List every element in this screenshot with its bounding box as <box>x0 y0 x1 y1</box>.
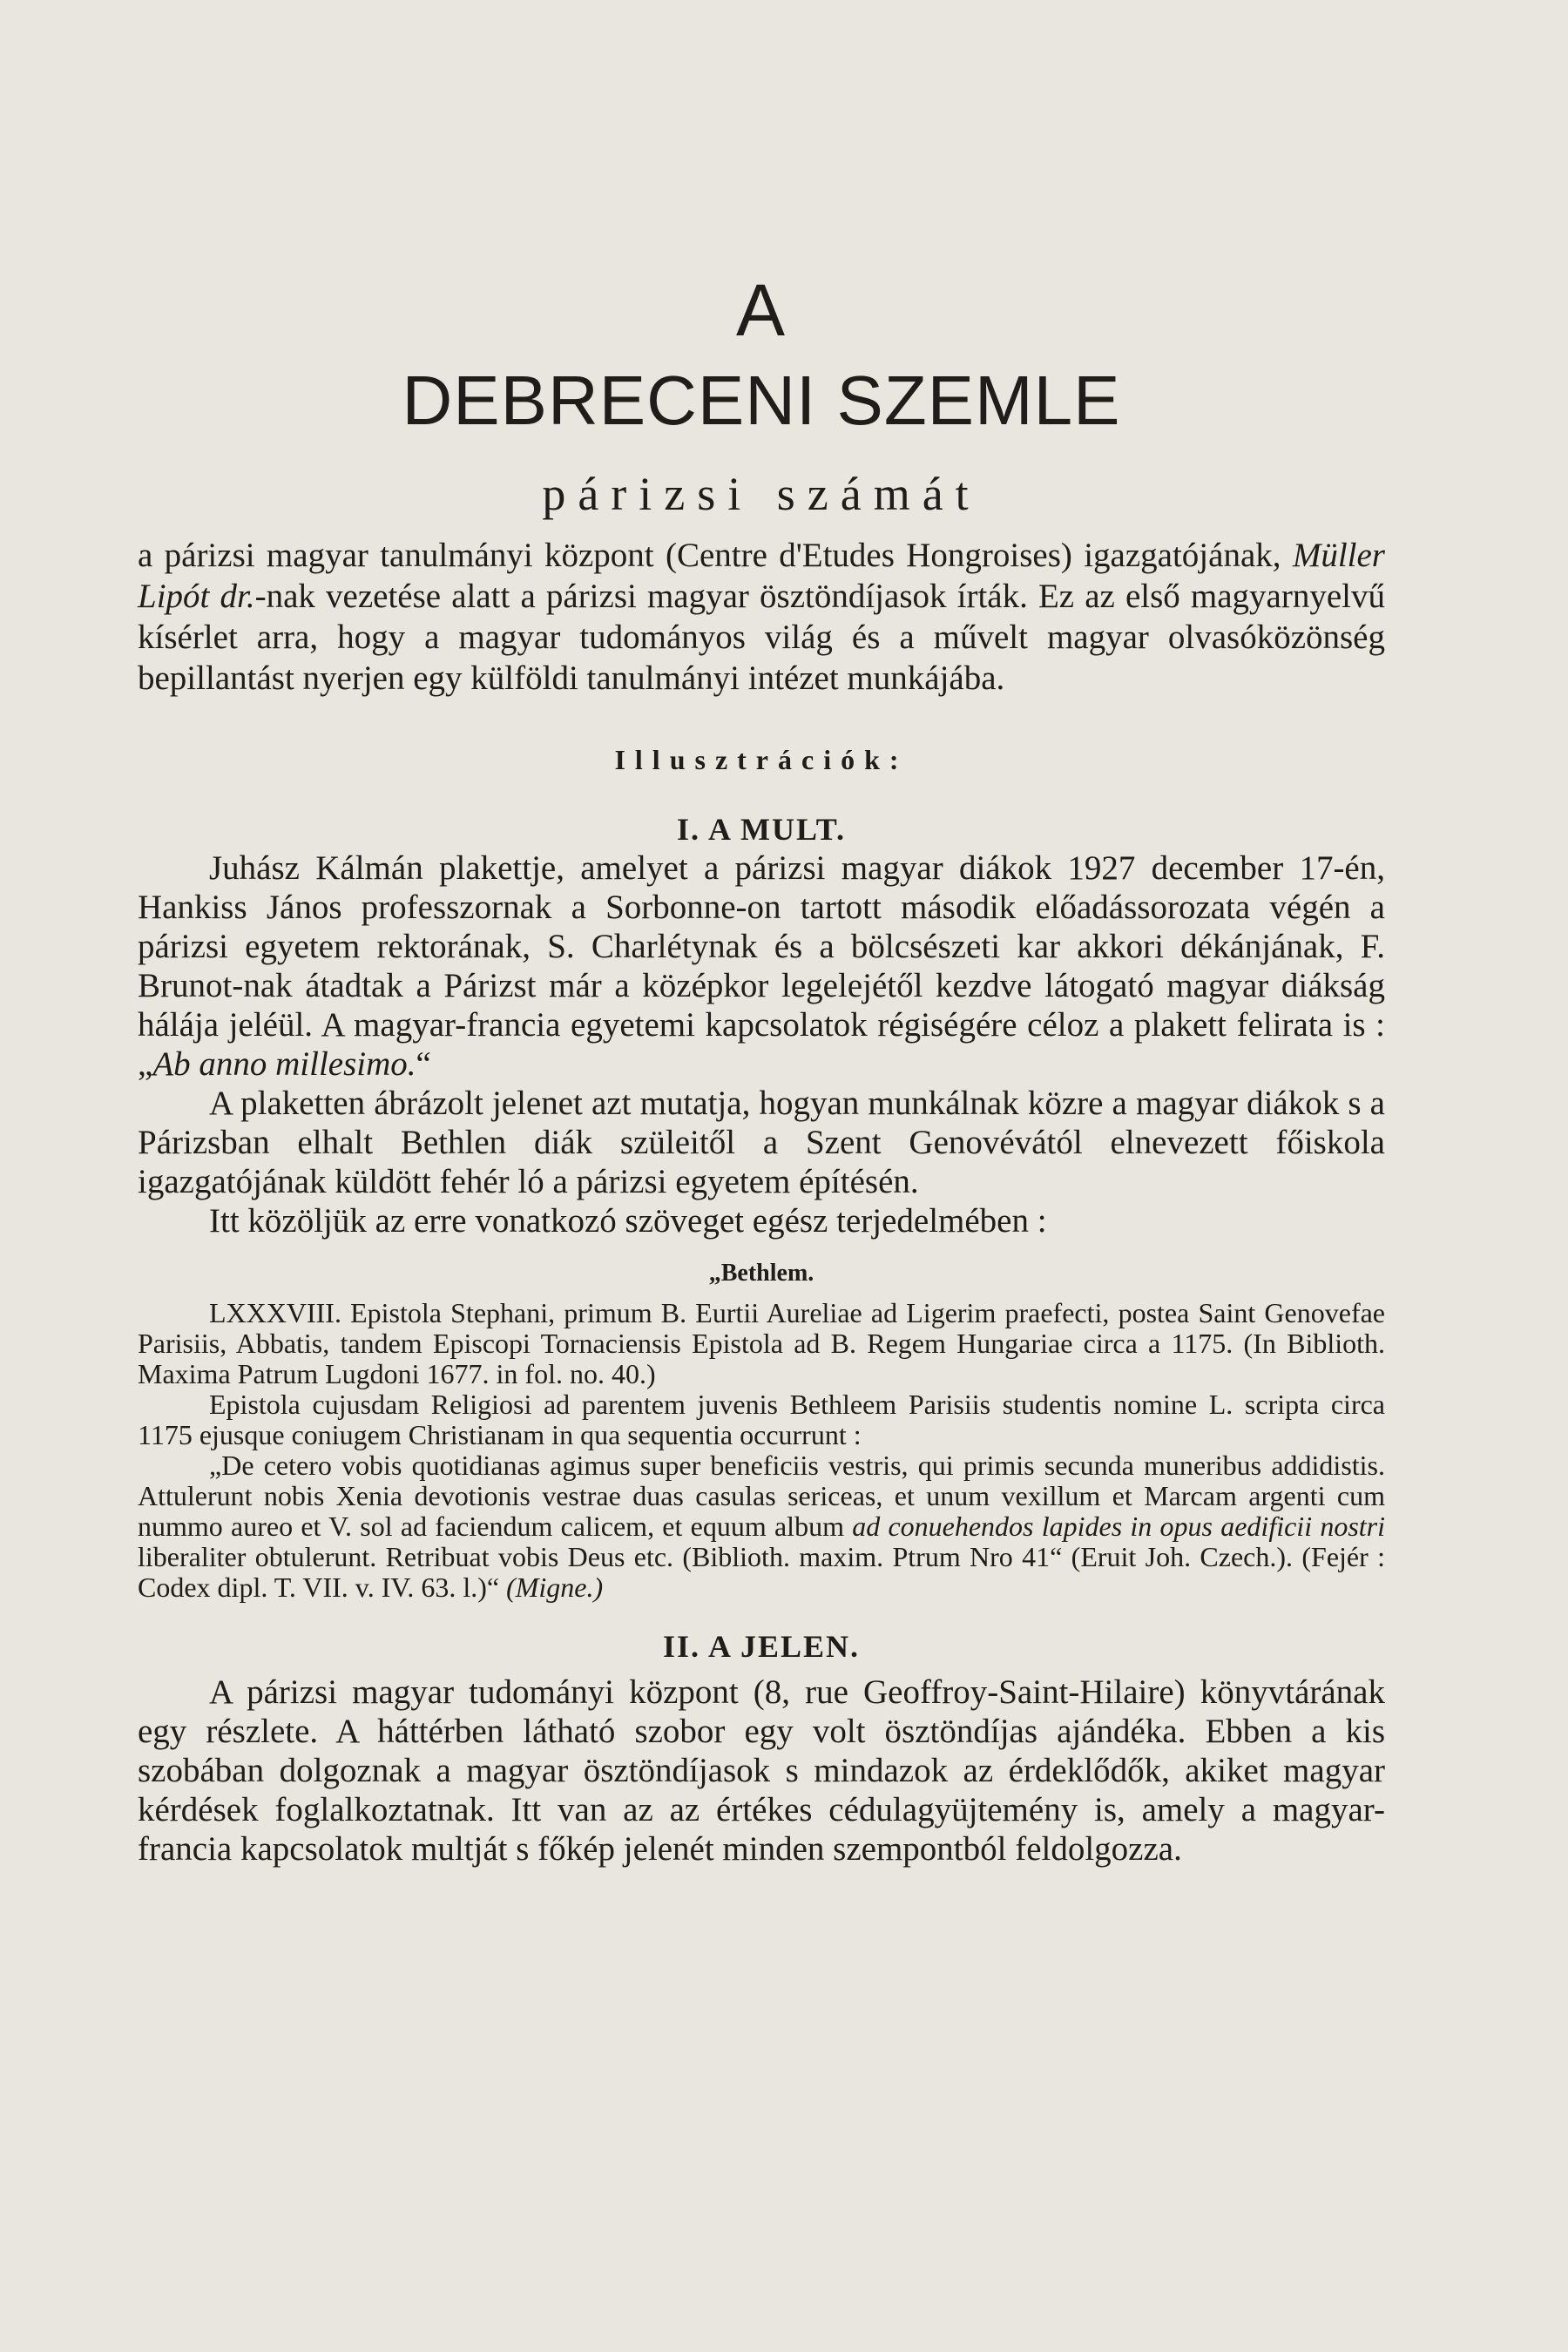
quote-title: „Bethlem. <box>708 1260 814 1287</box>
quote-text-end: liberaliter obtulerunt. Retribuat vobis Deus etc. (Biblioth. maxim. Ptrum Nro 41“ (Eruit Joh. Czech.). (Fejér : Codex dipl. T. VII. v. IV. 63. l.)“ <box>138 1541 1385 1603</box>
intro-text-1: a párizsi magyar tanulmányi központ (Centre d'Etudes Hongroises) igazgatójának, <box>138 537 1293 574</box>
page-content <box>138 268 1385 1869</box>
plaquette-text: Juhász Kálmán plakettje, amelyet a párizsi magyar diákok 1927 december 17-én, Hankiss János professzornak a Sorbonne-on tartott második előadássorozata végén a párizsi egyetem rektorának, S. Charlétynak és a bölcsészeti kar akkori dékánjának, F. Brunot-nak átadtak a Párizst már a középkor legelejétől kezdve látogató magyar diákság hálája jeléül. A magyar-francia egyetemi kapcsolatok régiségére céloz a plakett felirata is : „ <box>138 849 1385 1083</box>
section-1-heading: I. A MULT. <box>676 812 847 847</box>
quote-text: „De cetero vobis quotidianas agimus super beneficiis vestris, qui primis secunda muneribus addidistis. Attulerunt nobis Xenia devotionis vestrae duas casulas sericeas, et unum vexillum et Marcam argenti cum nummo aureo et V. sol ad faciendum calicem, et equum album <box>138 1450 1385 1542</box>
intro-name: Müller Lipót dr. <box>138 537 1385 615</box>
plaquette-quote-end: “ <box>416 1045 431 1083</box>
section-1-paragraph-1 <box>138 848 1385 1084</box>
title-article: A <box>735 269 787 351</box>
section-1-paragraph-3: Itt közöljük az erre vonatkozó szöveget egész terjedelmében : <box>209 1202 1047 1240</box>
section-2-paragraph: A párizsi magyar tudományi központ (8, rue Geoffroy-Saint-Hilaire) könyvtárának egy részlete. A háttérben látható szobor egy volt ösztöndíjas ajándéka. Ebben a kis szobában dolgoznak a magyar ösztöndíjasok s mindazok az érdeklődők, akiket magyar kérdések foglalkoztatnak. Itt van az az értékes cédulagyüjtemény is, amely a magyar-francia kapcsolatok multját s főkép jelenét minden szempontból feldolgozza. <box>138 1673 1385 1868</box>
quote-source: (Migne.) <box>506 1571 604 1603</box>
section-1-paragraph-2: A plaketten ábrázolt jelenet azt mutatja, hogyan munkálnak közre a magyar diákok s a Párizsban elhalt Bethlen diák szüleitől a Szent Genovévától elnevezett főiskola igazgatójának küldött fehér ló a párizsi egyetem építésén. <box>138 1085 1385 1200</box>
quote-paragraph-1: LXXXVIII. Epistola Stephani, primum B. Eurtii Aureliae ad Ligerim praefecti, postea Saint Genovefae Parisiis, Abbatis, tandem Episcopi Tornaciensis Epistola ad B. Regem Hungariae circa a 1175. (In Biblioth. Maxima Patrum Lugdoni 1677. in fol. no. 40.) <box>138 1297 1385 1389</box>
plaquette-inscription: Ab anno millesimo. <box>152 1045 416 1083</box>
journal-title: DEBRECENI SZEMLE <box>402 362 1121 439</box>
issue-subtitle: párizsi számát <box>542 468 981 520</box>
intro-paragraph <box>138 535 1385 699</box>
illustrations-heading: Illusztrációk: <box>614 744 909 775</box>
quote-paragraph-2: Epistola cujusdam Religiosi ad parentem juvenis Bethleem Parisiis studentis nomine L. scripta circa 1175 ejusque coniugem Christianam in qua sequentia occurrunt : <box>138 1389 1385 1450</box>
quote-italic: ad conuehendos lapides in opus aedificii nostri <box>852 1511 1386 1542</box>
section-2-heading: II. A JELEN. <box>662 1629 861 1664</box>
intro-text-2: -nak vezetése alatt a párizsi magyar ösztöndíjasok írták. Ez az első magyarnyelvű kísérlet arra, hogy a magyar tudományos világ és a művelt magyar olvasóközönség bepillantást nyerjen egy külföldi tanulmányi intézet munkájába. <box>138 578 1385 697</box>
quote-paragraph-3 <box>138 1450 1385 1603</box>
